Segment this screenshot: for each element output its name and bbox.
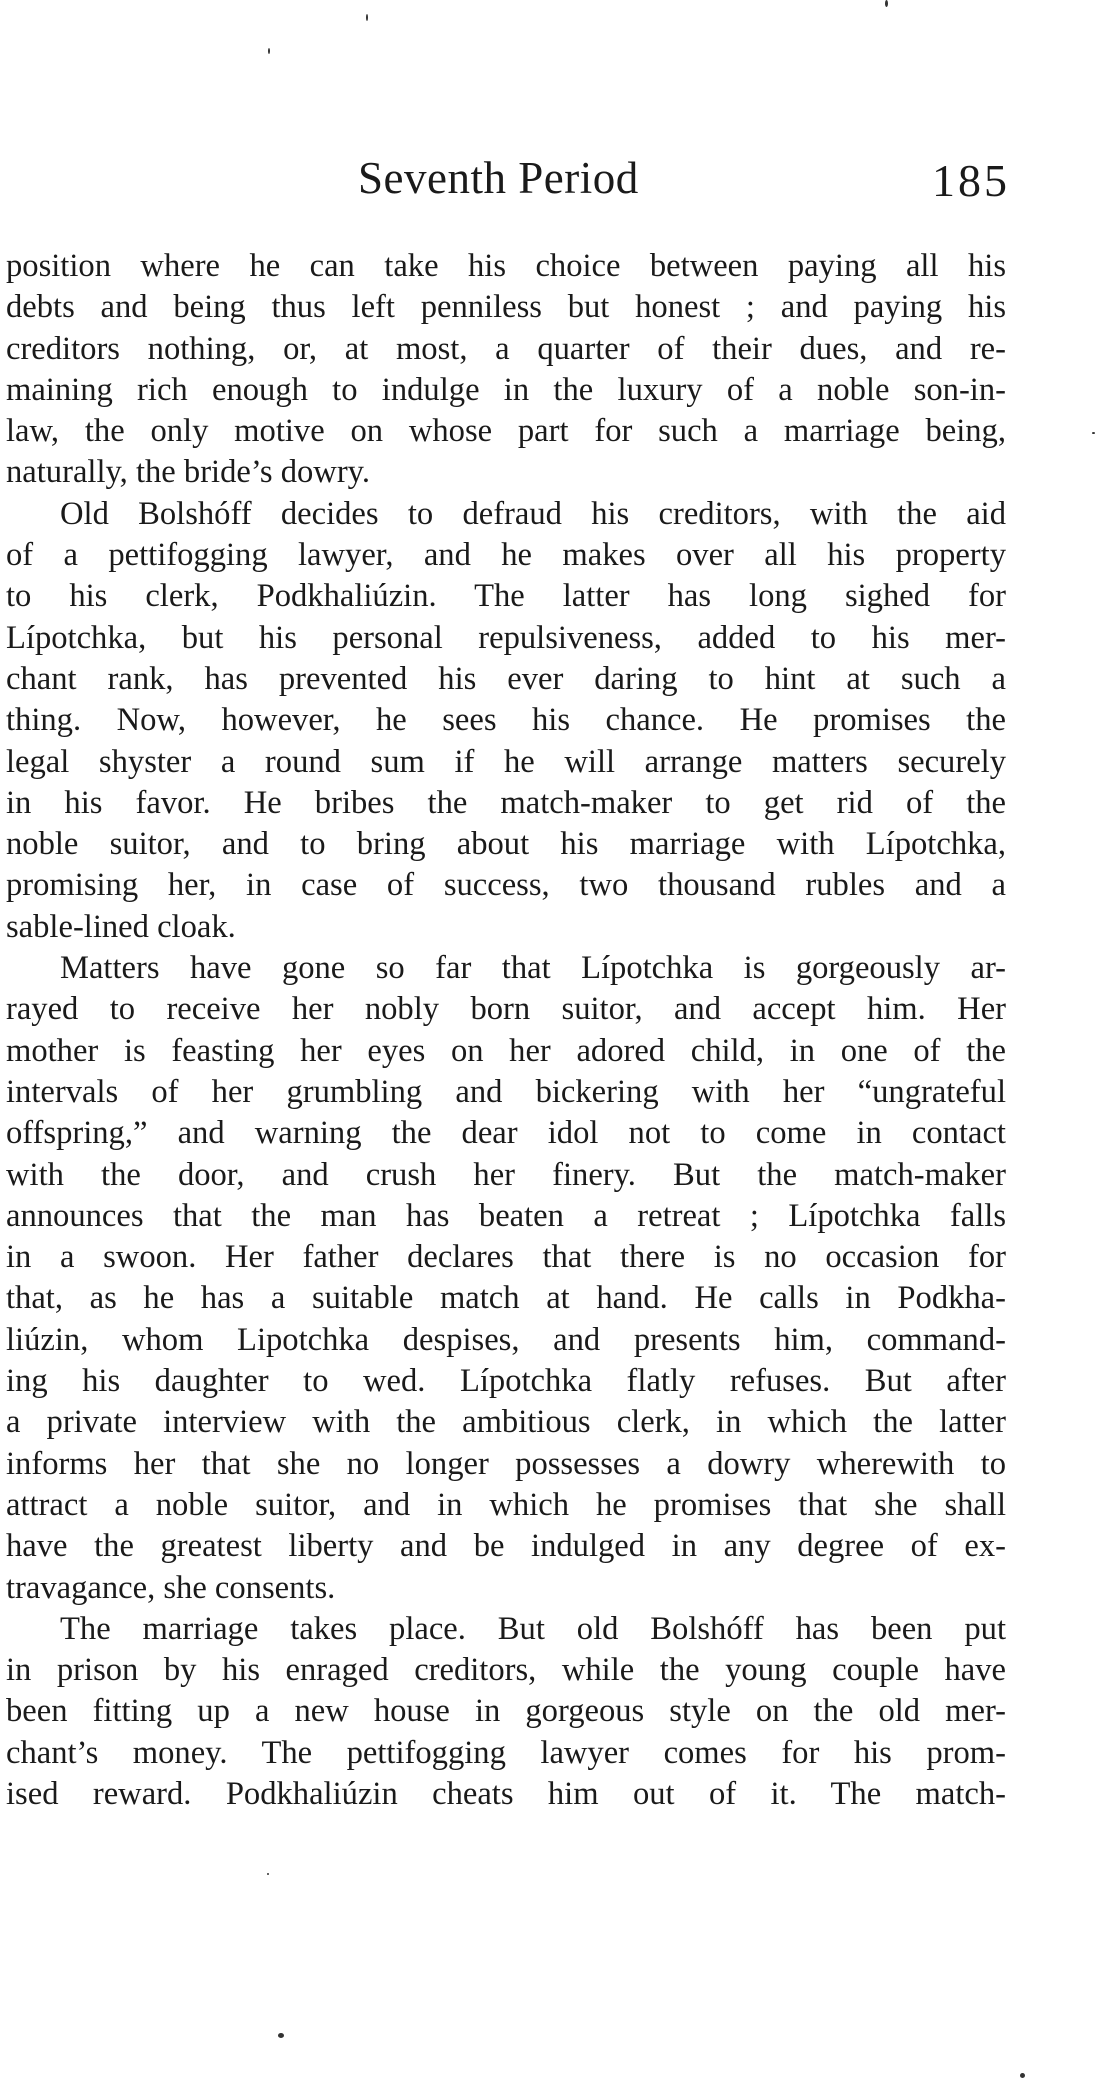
text-line: debts and being thus left penniless but honest ; and paying his — [6, 289, 1006, 326]
paragraph — [6, 948, 1006, 1609]
running-head — [0, 152, 1010, 212]
text-line: to his clerk, Podkhaliúzin. The latter has long sighed for — [6, 578, 1006, 615]
text-line: liúzin, whom Lipotchka despises, and presents him, command- — [6, 1321, 1006, 1358]
text-line: chant rank, has prevented his ever daring to hint at such a — [6, 660, 1006, 697]
text-line: Lípotchka, but his personal repulsiveness, added to his mer- — [6, 619, 1006, 656]
text-line: a private interview with the ambitious clerk, in which the latter — [6, 1404, 1006, 1441]
text-line: promising her, in case of success, two thousand rubles and a — [6, 867, 1006, 904]
print-speck — [885, 0, 888, 7]
paragraph — [6, 494, 1006, 948]
text-line: The marriage takes place. But old Bolshóff has been put — [60, 1610, 1006, 1647]
text-line: have the greatest liberty and be indulged in any degree of ex- — [6, 1528, 1006, 1565]
text-line: attract a noble suitor, and in which he promises that she shall — [6, 1486, 1006, 1523]
text-line: chant’s money. The pettifogging lawyer comes for his prom- — [6, 1734, 1006, 1771]
text-line: travagance, she consents. — [6, 1569, 336, 1606]
text-line: sable-lined cloak. — [6, 908, 236, 945]
paragraph — [6, 246, 1006, 494]
text-line: informs her that she no longer possesses a dowry wherewith to — [6, 1445, 1006, 1482]
print-speck — [366, 14, 368, 21]
text-line: Old Bolshóff decides to defraud his creditors, with the aid — [60, 495, 1006, 532]
text-line: of a pettifogging lawyer, and he makes over all his property — [6, 537, 1006, 574]
text-line: ing his daughter to wed. Lípotchka flatly refuses. But after — [6, 1363, 1006, 1400]
text-line: rayed to receive her nobly born suitor, and accept him. Her — [6, 991, 1006, 1028]
text-line: position where he can take his choice between paying all his — [6, 248, 1006, 284]
text-line: thing. Now, however, he sees his chance. He promises the — [6, 702, 1006, 739]
text-line: offspring,” and warning the dear idol not to come in contact — [6, 1115, 1006, 1152]
text-line: creditors nothing, or, at most, a quarter of their dues, and re- — [6, 330, 1006, 367]
print-speck — [268, 48, 270, 54]
running-title: Seventh Period — [358, 153, 639, 203]
text-line: been fitting up a new house in gorgeous style on the old mer- — [6, 1693, 1006, 1730]
text-line: announces that the man has beaten a retreat ; Lípotchka falls — [6, 1197, 1006, 1234]
body-text — [6, 246, 1006, 1815]
text-line: legal shyster a round sum if he will arrange matters securely — [6, 743, 1006, 780]
text-line: noble suitor, and to bring about his marriage with Lípotchka, — [6, 826, 1006, 863]
text-line: with the door, and crush her finery. But the match-maker — [6, 1156, 1006, 1193]
text-line: that, as he has a suitable match at hand. He calls in Podkha- — [6, 1280, 1006, 1317]
text-line: naturally, the bride’s dowry. — [6, 454, 370, 491]
text-line: in a swoon. Her father declares that there is no occasion for — [6, 1239, 1006, 1276]
text-line: Matters have gone so far that Lípotchka is gorgeously ar- — [60, 950, 1006, 987]
text-line: ised reward. Podkhaliúzin cheats him out of it. The match- — [6, 1775, 1006, 1812]
print-speck — [278, 2033, 284, 2038]
text-line: law, the only motive on whose part for such a marriage being, — [6, 413, 1006, 450]
print-speck — [267, 1873, 269, 1875]
text-line: in prison by his enraged creditors, while the young couple have — [6, 1652, 1006, 1689]
print-speck — [1020, 2073, 1025, 2078]
text-line: in his favor. He bribes the match-maker to get rid of the — [6, 784, 1006, 821]
page-number: 185 — [932, 155, 1010, 206]
text-line: maining rich enough to indulge in the luxury of a noble son-in- — [6, 371, 1006, 408]
text-line: mother is feasting her eyes on her adored child, in one of the — [6, 1032, 1006, 1069]
print-speck — [1092, 432, 1095, 434]
text-line: intervals of her grumbling and bickering with her “ungrateful — [6, 1073, 1006, 1110]
paragraph — [6, 1609, 1006, 1815]
